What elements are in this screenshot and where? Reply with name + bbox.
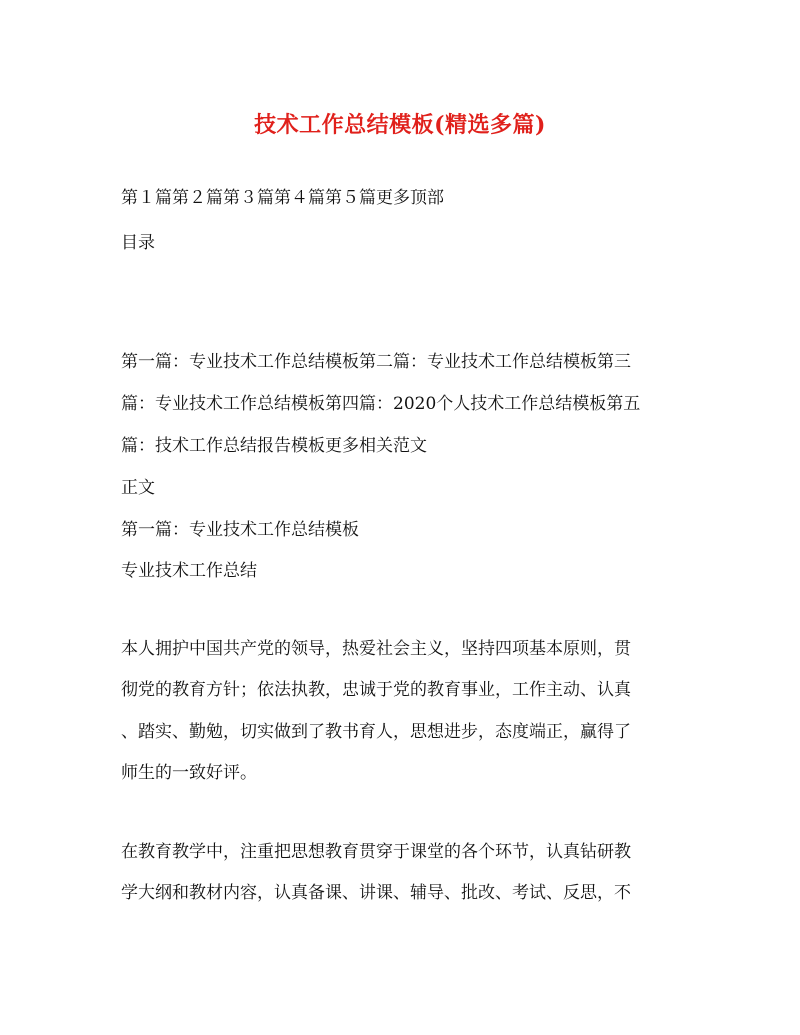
toc-line: 篇：专业技术工作总结模板第四篇：2020个人技术工作总结模板第五 <box>121 394 641 414</box>
paragraph-line: 师生的一致好评。 <box>121 763 257 783</box>
toc-heading: 目录 <box>121 233 155 253</box>
toc-line: 篇：技术工作总结报告模板更多相关范文 <box>121 436 427 456</box>
paragraph-line: 彻党的教育方针；依法执教，忠诚于党的教育事业，工作主动、认真 <box>121 680 631 700</box>
section-nav-links[interactable]: 第１篇第２篇第３篇第４篇第５篇更多顶部 <box>121 188 444 208</box>
paragraph-line: 在教育教学中，注重把思想教育贯穿于课堂的各个环节，认真钻研教 <box>121 842 631 862</box>
section-heading: 第一篇：专业技术工作总结模板 <box>121 520 359 540</box>
paragraph-line: 本人拥护中国共产党的领导，热爱社会主义，坚持四项基本原则，贯 <box>121 639 631 659</box>
section-subheading: 专业技术工作总结 <box>121 561 257 581</box>
paragraph-line: 学大纲和教材内容，认真备课、讲课、辅导、批改、考试、反思，不 <box>121 883 631 903</box>
toc-line: 第一篇：专业技术工作总结模板第二篇：专业技术工作总结模板第三 <box>121 352 631 372</box>
document-title: 技术工作总结模板(精选多篇) <box>254 112 546 138</box>
body-heading: 正文 <box>121 478 155 498</box>
paragraph-line: 、踏实、勤勉，切实做到了教书育人，思想进步，态度端正，赢得了 <box>121 722 631 742</box>
